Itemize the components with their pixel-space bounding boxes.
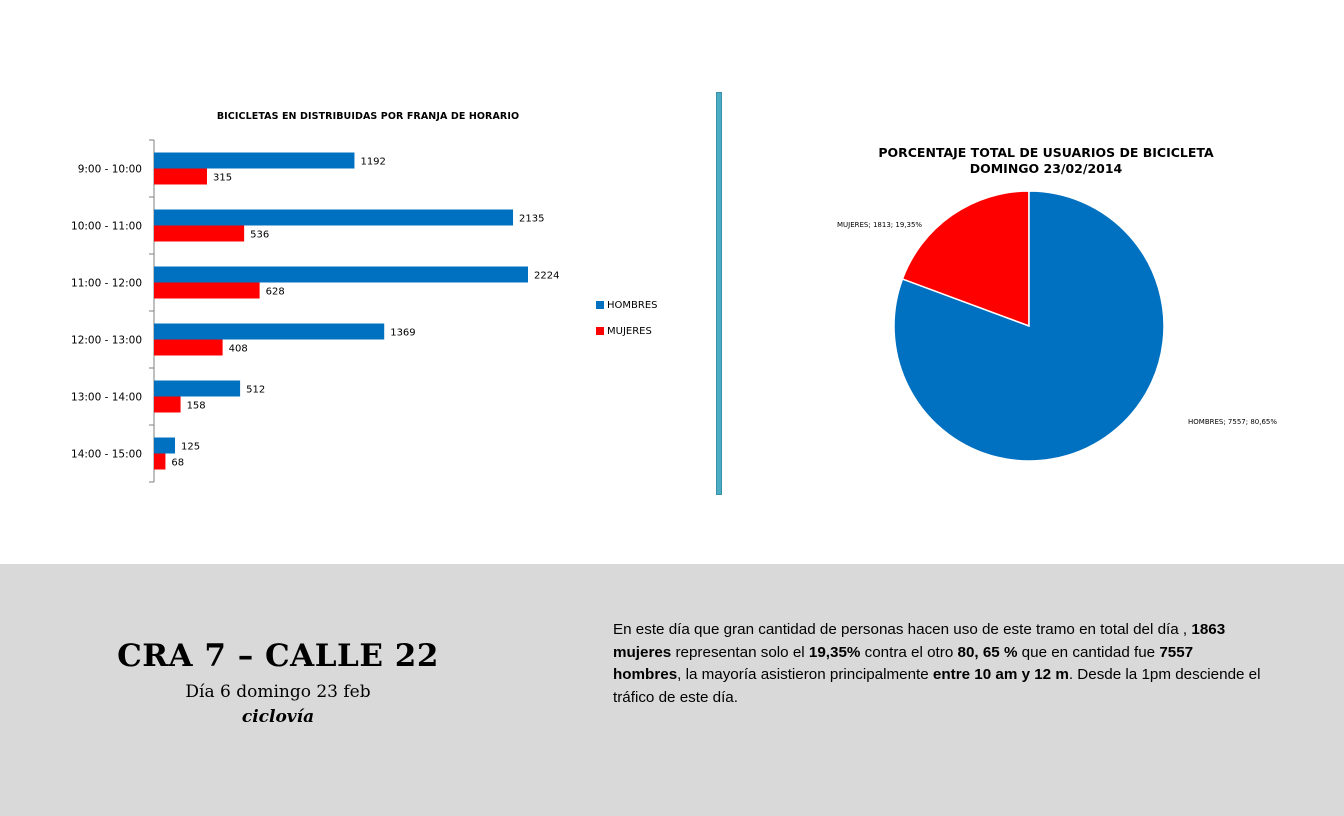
pie-title-line-1: PORCENTAJE TOTAL DE USUARIOS DE BICICLETA [878, 145, 1214, 160]
data-label-mujeres-12-00-13-00: 408 [228, 343, 248, 355]
summary-men-count: 7557 hombres [613, 643, 1194, 683]
vertical-divider [716, 92, 722, 495]
data-label-mujeres-13-00-14-00: 158 [186, 400, 206, 412]
legend-item-mujeres [596, 318, 658, 344]
pie-chart [880, 180, 1180, 470]
summary-peak-hours: entre 10 am y 12 m [932, 666, 1069, 683]
bar-chart-title: BICICLETAS EN DISTRIBUIDAS POR FRANJA DE HORARIO [216, 111, 520, 122]
summary-women-count: 1863 mujeres [613, 621, 1226, 661]
bar-mujeres-10-00-11-00 [154, 226, 244, 242]
pie-label-hombres: HOMBRES; 7557; 80,65% [1188, 418, 1278, 426]
bar-chart [0, 0, 700, 564]
bar-hombres-12-00-13-00 [154, 324, 384, 340]
category-label-13-00-14-00: 13:00 - 14:00 [71, 391, 142, 404]
legend-swatch-mujeres [596, 327, 604, 335]
bar-mujeres-13-00-14-00 [154, 397, 181, 413]
data-label-mujeres-10-00-11-00: 536 [250, 229, 270, 241]
legend-item-hombres [596, 292, 658, 318]
data-label-hombres-14-00-15-00: 125 [181, 441, 201, 453]
bar-mujeres-12-00-13-00 [154, 340, 223, 356]
category-label-11-00-12-00: 11:00 - 12:00 [71, 277, 142, 290]
data-label-hombres-12-00-13-00: 1369 [390, 327, 416, 339]
day-subtitle: Día 6 domingo 23 feb [185, 682, 371, 702]
data-label-mujeres-14-00-15-00: 68 [171, 457, 185, 469]
category-label-9-00-10-00: 9:00 - 10:00 [77, 163, 142, 176]
bar-hombres-10-00-11-00 [154, 210, 513, 226]
category-label-14-00-15-00: 14:00 - 15:00 [71, 448, 142, 461]
pie-label-mujeres: MUJERES; 1813; 19,35% [837, 221, 923, 229]
place-title: CRA 7 – CALLE 22 [117, 638, 439, 674]
bar-hombres-9-00-10-00 [154, 153, 354, 169]
bar-mujeres-11-00-12-00 [154, 283, 260, 299]
pie-title-line-2: DOMINGO 23/02/2014 [969, 161, 1123, 176]
data-label-hombres-11-00-12-00: 2224 [534, 270, 560, 282]
bar-mujeres-14-00-15-00 [154, 454, 165, 470]
summary-part-6: . Desde la 1pm desciende el tráfico de este día. [613, 666, 1261, 706]
bar-hombres-13-00-14-00 [154, 381, 240, 397]
summary-women-percent: 19,35% [808, 643, 861, 661]
data-label-mujeres-11-00-12-00: 628 [265, 286, 285, 298]
bar-mujeres-9-00-10-00 [154, 169, 207, 185]
data-label-hombres-9-00-10-00: 1192 [360, 156, 386, 168]
summary-part-1: En este día que gran cantidad de personas hacen uso de este tramo en total del día , [613, 621, 1192, 638]
legend-label-mujeres: MUJERES [607, 325, 652, 337]
legend-swatch-hombres [596, 301, 604, 309]
bottom-panel [0, 564, 1344, 816]
bar-hombres-14-00-15-00 [154, 438, 175, 454]
pie-chart-title [836, 145, 1256, 177]
category-label-10-00-11-00: 10:00 - 11:00 [71, 220, 142, 233]
summary-text [613, 619, 1263, 709]
legend-label-hombres: HOMBRES [607, 299, 658, 311]
data-label-mujeres-9-00-10-00: 315 [212, 172, 233, 184]
bar-hombres-11-00-12-00 [154, 267, 528, 283]
summary-part-4: que en cantidad fue [1017, 643, 1160, 661]
bar-chart-legend [596, 292, 658, 344]
summary-part-5: , la mayoría asistieron principalmente [677, 666, 933, 683]
day-type: ciclovía [241, 707, 315, 727]
data-label-hombres-13-00-14-00: 512 [246, 384, 266, 396]
summary-part-3: contra el otro [860, 643, 958, 661]
summary-part-2: representan solo el [671, 643, 809, 661]
summary-men-percent: 80, 65 % [957, 643, 1018, 661]
data-label-hombres-10-00-11-00: 2135 [519, 213, 545, 225]
category-label-12-00-13-00: 12:00 - 13:00 [71, 334, 142, 347]
